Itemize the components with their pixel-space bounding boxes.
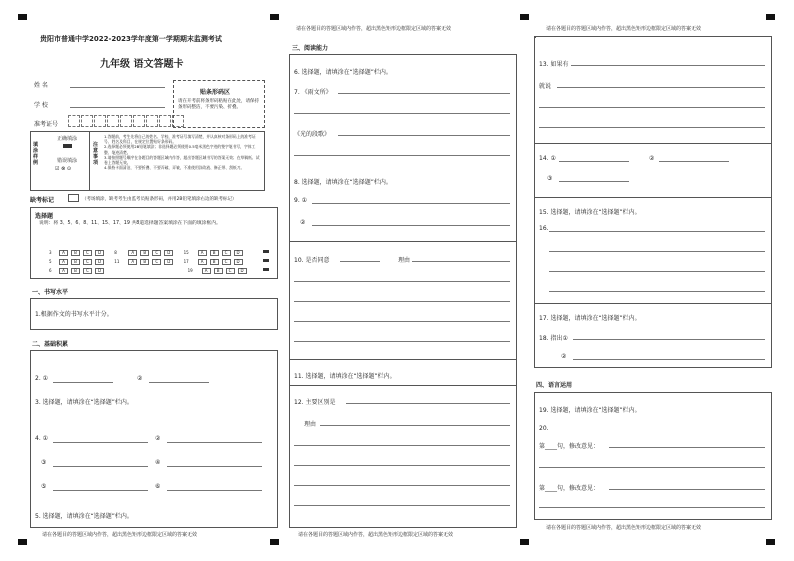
question-label: 20. [539, 425, 549, 432]
answer-line[interactable] [549, 251, 765, 252]
note-item: 1.答题前，考生先将自己的姓名、学校、准考证号填写清楚，并认真核对条形码上的准考证号、姓名及科目，在规定位置贴好条形码。 [104, 134, 256, 145]
answer-line[interactable] [294, 465, 510, 466]
timing-mark [766, 539, 775, 545]
answer-line[interactable] [659, 161, 729, 162]
question-label: 1.根据作文的书写水平计分。 [35, 311, 113, 318]
choice-marker [263, 250, 269, 253]
divider [290, 359, 516, 360]
barcode-title: 贴条形码区 [200, 89, 231, 96]
answer-line[interactable] [559, 161, 629, 162]
answer-area-col3-frame[interactable] [534, 36, 772, 368]
answer-line[interactable] [609, 489, 765, 490]
answer-line[interactable] [549, 271, 765, 272]
question-label: 15. 选择题，请填涂在“选择题”栏内。 [539, 209, 641, 216]
question-label: 8. 选择题，请填涂在“选择题”栏内。 [294, 179, 392, 186]
timing-mark [18, 14, 27, 20]
absent-label: 缺考标记 [30, 197, 55, 204]
name-field[interactable] [70, 87, 165, 88]
timing-mark [18, 539, 27, 545]
answer-line[interactable] [559, 181, 629, 182]
question-label: ④ [155, 459, 161, 466]
divider [290, 241, 516, 242]
question-label: 《光的段歌》 [294, 131, 331, 138]
answer-line[interactable] [549, 291, 765, 292]
answer-line[interactable] [539, 467, 765, 468]
answer-line[interactable] [571, 65, 765, 66]
footer-warning: 请在各题目的答题区域内作答，超出黑色矩形边框限定区域的答案无效 [298, 532, 454, 538]
answer-line[interactable] [609, 447, 765, 448]
question-label: 12. 主要区别是 [294, 399, 336, 406]
answer-line[interactable] [294, 341, 510, 342]
question-label: 14. ① [539, 155, 556, 162]
footer-warning: 请在各题目的答题区域内作答，超出黑色矩形边框限定区域的答案无效 [546, 525, 702, 531]
question-label: 第____句，修改意见： [539, 485, 600, 492]
question-label: 11. 选择题，请填涂在“选择题”栏内。 [294, 373, 396, 380]
notes-list [104, 134, 262, 170]
top-warning: 请在各题目的答题区域内作答，超出黑色矩形边框限定区域的答案无效 [546, 26, 702, 32]
id-boxes[interactable] [68, 115, 185, 127]
answer-line[interactable] [312, 203, 510, 204]
barcode-note: 请在开考前将条形码粘贴在此处，请保持条形码整洁，不要污染、折叠。 [178, 99, 259, 110]
answer-line[interactable] [294, 485, 510, 486]
fill-side-label: 填涂样例 [33, 142, 39, 166]
answer-area-q1[interactable] [30, 298, 278, 330]
absent-note: （考场填涂，缺考考生由监考员贴条形码，并用2B铅笔填涂右边的缺考标记） [82, 197, 237, 202]
section-heading: 三、阅读能力 [292, 45, 329, 52]
answer-line[interactable] [167, 466, 262, 467]
answer-line[interactable] [294, 321, 510, 322]
answer-line[interactable] [338, 135, 510, 136]
answer-line[interactable] [412, 261, 510, 262]
answer-line[interactable] [340, 261, 380, 262]
question-label: ③ [41, 459, 47, 466]
barcode-area [173, 80, 265, 128]
choice-grid[interactable] [49, 248, 250, 275]
section-heading: 一、书写水平 [32, 289, 69, 296]
divider [535, 303, 771, 304]
school-field[interactable] [70, 107, 165, 108]
answer-line[interactable] [53, 466, 148, 467]
question-label: ③ [547, 175, 553, 182]
answer-line[interactable] [53, 490, 148, 491]
wrong-fill-label: 错误填涂 [57, 158, 78, 164]
question-label: 理由 [398, 257, 411, 264]
answer-area-col2[interactable] [289, 54, 517, 528]
choice-row[interactable]: 5 A B C D 11 A B C D 17 A B C D [49, 257, 250, 266]
answer-line[interactable] [539, 507, 765, 508]
answer-line[interactable] [53, 442, 148, 443]
answer-line[interactable] [149, 382, 209, 383]
answer-line[interactable] [294, 505, 510, 506]
timing-mark [520, 14, 529, 20]
choice-title: 选择题 [35, 213, 54, 220]
question-label: ② [649, 155, 655, 162]
answer-line[interactable] [53, 382, 113, 383]
top-warning: 请在各题目的答题区域内作答，超出黑色矩形边框限定区域的答案无效 [296, 26, 452, 32]
answer-line[interactable] [539, 127, 765, 128]
question-label: ② [137, 375, 143, 382]
answer-line[interactable] [294, 113, 510, 114]
choice-note: 说明：将 3、5、6、8、11、15、17、19 共8道选择题答案填涂在下面的填涂框内。 [39, 221, 221, 226]
choice-row[interactable]: 6 A B C D 19 A B C D [49, 266, 250, 275]
answer-line[interactable] [549, 231, 765, 232]
answer-line[interactable] [573, 359, 765, 360]
question-label: ⑥ [155, 483, 161, 490]
note-item: 3.请按照题号顺序在各题目的答题区域内作答，超出答题区域书写的答案无效；在草稿纸、试卷上答题无效。 [104, 154, 260, 166]
absent-checkbox[interactable] [68, 194, 79, 202]
answer-line[interactable] [539, 107, 765, 108]
question-label: 7. 《雨文所》 [294, 89, 332, 96]
correct-fill-label: 正确填涂 [57, 136, 78, 142]
question-label: 9. ① [294, 197, 308, 204]
section-heading: 四、语言运用 [536, 382, 573, 389]
fill-notes-panel [30, 131, 265, 191]
correct-fill-sample [63, 144, 72, 148]
section-heading: 二、基础积累 [32, 341, 69, 348]
question-label: 16. [539, 225, 549, 232]
question-label: 17. 选择题，请填涂在“选择题”栏内。 [539, 315, 641, 322]
question-label: 6. 选择题，请填涂在“选择题”栏内。 [294, 69, 392, 76]
question-label: ② [561, 353, 567, 360]
answer-line[interactable] [294, 301, 510, 302]
question-label: ② [300, 219, 306, 226]
question-label: 5. 选择题，请填涂在“选择题”栏内。 [35, 513, 133, 520]
answer-line[interactable] [320, 425, 510, 426]
choice-row[interactable]: 3 A B C D 8 A B C D 15 A B C D [49, 248, 250, 257]
wrong-fill-samples: ☑ ⊗ ⊙ [55, 166, 72, 172]
answer-line[interactable] [573, 339, 765, 340]
name-label: 姓 名 [34, 82, 48, 89]
question-label: 10. 是否同意 [294, 257, 330, 264]
timing-mark [520, 539, 529, 545]
choice-marker [263, 259, 269, 262]
timing-mark [766, 14, 775, 20]
sheet-subtitle: 九年级 语文答题卡 [100, 59, 184, 70]
notes-side-label: 注意事项 [93, 142, 99, 166]
answer-line[interactable] [167, 442, 262, 443]
question-label: 4. ① [35, 435, 49, 442]
question-label: 13. 如果有 [539, 61, 569, 68]
exam-title: 贵阳市普通中学2022-2023学年度第一学期期末监测考试 [40, 35, 222, 43]
answer-line[interactable] [294, 155, 510, 156]
divider [535, 197, 771, 198]
answer-line[interactable] [167, 490, 262, 491]
note-item: 4.保持卡面清洁，不要折叠、不要弄破、弄皱，不准使用涂改液、修正带、刮纸刀。 [104, 165, 245, 171]
question-label: ② [155, 435, 161, 442]
note-item: 2.选择题必须使用2B铅笔填涂；非选择题必须使用0.5毫米黑色字迹的签字笔书写，字体工整、笔迹清楚。 [104, 144, 256, 155]
choice-section [30, 207, 278, 279]
divider [535, 143, 771, 144]
answer-line[interactable] [312, 225, 510, 226]
answer-area-col3-lower[interactable] [534, 392, 772, 520]
choice-marker [263, 268, 269, 271]
timing-mark [270, 14, 279, 20]
question-label: 3. 选择题，请填涂在“选择题”栏内。 [35, 399, 133, 406]
footer-warning: 请在各题目的答题区域内作答，超出黑色矩形边框限定区域的答案无效 [42, 532, 198, 538]
id-label: 准考证号 [34, 121, 59, 128]
answer-line[interactable] [294, 281, 510, 282]
question-label: 第____句，修改意见： [539, 443, 600, 450]
answer-line[interactable] [346, 403, 510, 404]
panel-divider [89, 132, 90, 190]
question-label: 就说 [539, 83, 552, 90]
question-label: 18. 指出① [539, 335, 568, 342]
school-label: 学 校 [34, 102, 48, 109]
divider [290, 385, 516, 386]
question-label: 2. ① [35, 375, 49, 382]
answer-line[interactable] [557, 87, 765, 88]
timing-mark [270, 539, 279, 545]
answer-line[interactable] [338, 93, 510, 94]
answer-area-col1[interactable] [30, 350, 278, 528]
question-label: ⑤ [41, 483, 47, 490]
question-label: 理由 [304, 421, 317, 428]
question-label: 19. 选择题，请填涂在“选择题”栏内。 [539, 407, 641, 414]
answer-line[interactable] [294, 445, 510, 446]
